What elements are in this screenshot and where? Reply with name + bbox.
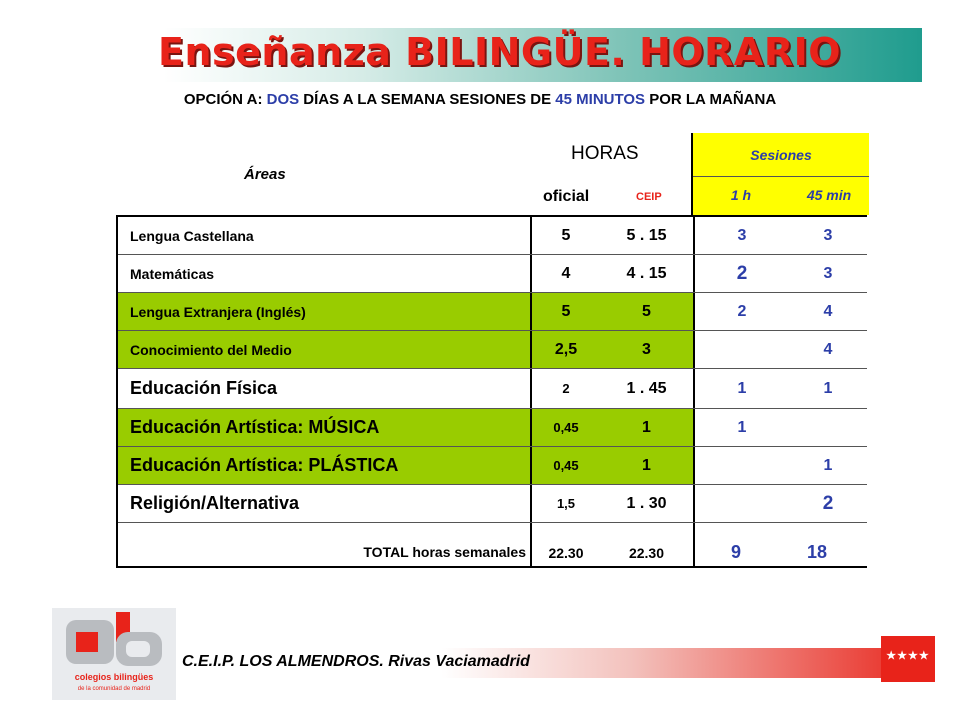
sesiones-header	[691, 133, 869, 215]
header-ceip: CEIP	[636, 191, 662, 203]
header-45min: 45 min	[806, 187, 852, 203]
table-row	[118, 293, 867, 331]
hours-oficial: 5	[530, 217, 600, 254]
sessions-45min	[789, 409, 867, 446]
area-name: Educación Artística: MÚSICA	[118, 409, 530, 446]
logo-graphic	[52, 608, 176, 700]
hours-ceip: 1 . 45	[626, 379, 667, 397]
total-45min: 18	[807, 542, 828, 562]
hours-ceip: 5 . 15	[626, 226, 667, 244]
sessions-1h	[693, 485, 789, 522]
subtitle	[0, 91, 960, 108]
header-horas: HORAS	[571, 143, 639, 164]
sessions-1h: 1	[693, 409, 789, 446]
page-title: Enseñanza BILINGÜE. HORARIO	[158, 30, 842, 74]
sessions-45min: 3	[823, 226, 833, 244]
area-name: Educación Artística: PLÁSTICA	[118, 447, 530, 484]
sessions-45min: 4	[823, 340, 833, 358]
header-areas: Áreas	[244, 166, 286, 183]
table-row	[118, 331, 867, 369]
sesiones-divider	[693, 176, 869, 177]
hours-oficial: 5	[530, 293, 600, 330]
hours-ceip: 1 . 30	[626, 494, 667, 512]
subtitle-prefix: OPCIÓN A:	[183, 91, 267, 108]
logo-text-2: de la comunidad de madrid	[77, 686, 151, 692]
footer-banner	[176, 648, 934, 678]
sessions-1h: 2	[693, 293, 789, 330]
hours-oficial: 0,45	[530, 447, 600, 484]
header-1h: 1 h	[730, 187, 752, 203]
sessions-1h	[693, 447, 789, 484]
subtitle-dos: DOS	[266, 91, 300, 108]
hours-oficial: 2,5	[530, 331, 600, 368]
subtitle-minutos: MINUTOS	[571, 91, 646, 108]
hours-ceip: 5	[600, 293, 693, 330]
table-row	[118, 255, 867, 293]
sessions-1h: 2	[693, 255, 789, 292]
total-label: TOTAL horas semanales	[363, 543, 526, 560]
schedule-table	[116, 215, 867, 568]
area-name: Conocimiento del Medio	[118, 331, 530, 368]
area-name: Educación Física	[130, 378, 278, 398]
table-row	[118, 485, 867, 523]
sessions-45min: 1	[823, 379, 833, 397]
sessions-1h	[693, 331, 789, 368]
table-row	[118, 447, 867, 485]
hours-ceip: 4 . 15	[626, 264, 667, 282]
hours-ceip: 3	[600, 331, 693, 368]
logo-right-hole	[126, 641, 150, 657]
table-row	[118, 217, 867, 255]
table-row	[118, 409, 867, 447]
table-row	[118, 369, 867, 409]
sessions-45min: 1	[823, 456, 833, 474]
header-oficial: oficial	[543, 188, 590, 205]
comunidad-madrid-flag	[881, 636, 935, 682]
hours-oficial: 2	[530, 369, 600, 408]
hours-ceip: 1	[600, 447, 693, 484]
area-name: Lengua Castellana	[130, 227, 254, 244]
hours-oficial: 4	[530, 255, 600, 292]
subtitle-suffix: POR LA MAÑANA	[645, 91, 777, 108]
title-banner	[60, 28, 922, 82]
sessions-1h: 1	[693, 369, 789, 408]
total-row	[118, 523, 867, 568]
subtitle-num: 45	[555, 91, 572, 108]
flag-stars-icon: ★★★★	[886, 650, 930, 662]
area-name: Lengua Extranjera (Inglés)	[118, 293, 530, 330]
sessions-45min: 2	[822, 492, 834, 514]
hours-oficial: 0,45	[530, 409, 600, 446]
logo-red-square	[76, 632, 98, 652]
hours-ceip: 1	[600, 409, 693, 446]
sessions-45min: 4	[823, 302, 833, 320]
hours-oficial: 1,5	[530, 485, 600, 522]
total-oficial: 22.30	[530, 523, 600, 568]
area-name: Religión/Alternativa	[130, 493, 300, 513]
logo-text-1: colegios bilingües	[74, 672, 154, 682]
school-name: C.E.I.P. LOS ALMENDROS. Rivas Vaciamadrid	[182, 653, 530, 670]
total-1h: 9	[693, 523, 789, 568]
subtitle-mid: DÍAS A LA SEMANA SESIONES DE	[299, 91, 556, 108]
area-name: Matemáticas	[130, 265, 215, 282]
total-ceip: 22.30	[628, 544, 665, 561]
header-sesiones: Sesiones	[750, 147, 812, 163]
colegios-bilingues-logo	[52, 608, 176, 700]
sessions-1h: 3	[693, 217, 789, 254]
sessions-45min: 3	[823, 264, 833, 282]
